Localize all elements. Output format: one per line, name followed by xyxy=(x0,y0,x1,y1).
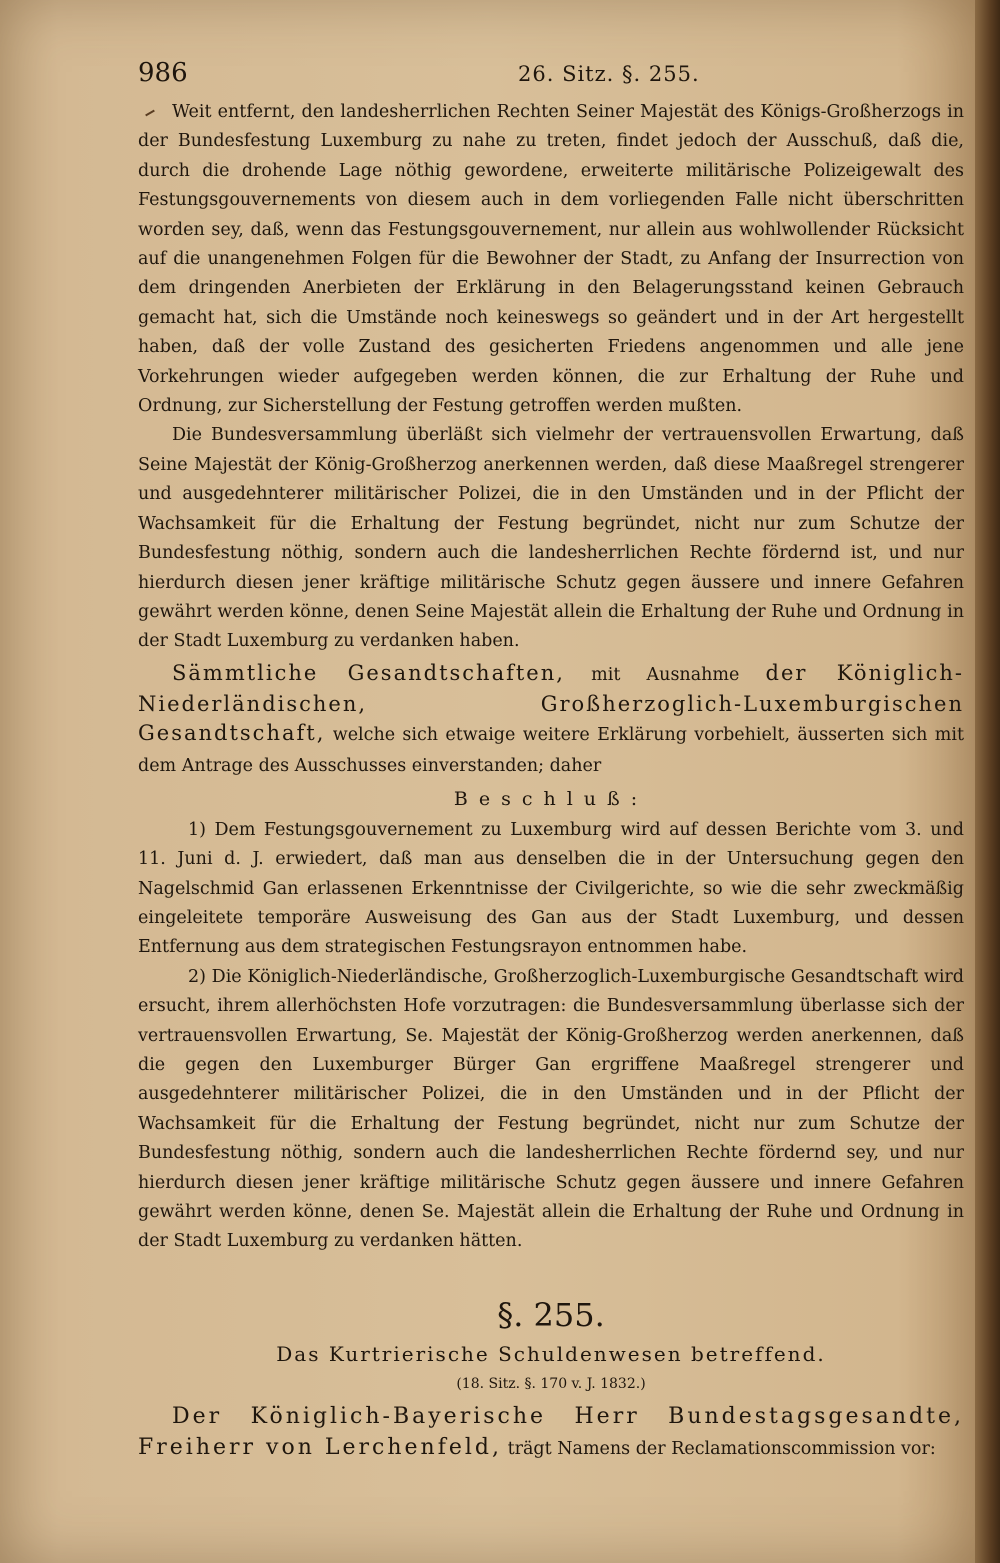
section-title: Das Kurtrierische Schuldenwesen betreffend. xyxy=(276,1341,826,1366)
motion-rest: trägt Namens der Reclamationscommission vor: xyxy=(502,1438,936,1459)
motion-paragraph xyxy=(138,1401,964,1464)
paragraph-bundesversammlung: Die Bundesversammlung überläßt sich vielmehr der vertrauensvollen Erwartung, daß Seine Majestät der König-Großherzog anerkennen werden, daß diese Maaßregel strengerer und ausgedehnterer militärischer Polizei, die in den Umständen und in der Pflicht der Wachsamkeit für die Erhaltung der Festung begründet, nicht nur zum Schutze der Bundesfestung nöthig, sondern auch die landesherrlichen Rechte fördernd ist, und nur hierdurch diesen jener kräftige militärische Schutz gegen äussere und innere Gefahren gewährt werden könne, denen Seine Majestät allein die Erhaltung der Ruhe und Ordnung in der Stadt Luxemburg zu verdanken haben. xyxy=(138,425,964,652)
paragraph-ausschuss: Weit entfernt, den landesherrlichen Rechten Seiner Majestät des Königs-Großherzogs in der Bundesfestung Luxemburg zu nahe zu treten, findet jedoch der Ausschuß, daß die, durch die drohende Lage nöthig gewordene, erweiterte militärische Polizeigewalt des Festungsgouvernements von diesem auch in dem vorliegenden Falle nicht überschritten worden sey, daß, wenn das Festungsgouvernement, nur allein aus wohlwollender Rücksicht auf die unangenehmen Folgen für die Bewohner der Stadt, zu Anfang der Insurrection von dem dringenden Anerbieten der Erklärung in den Belagerungsstand keinen Gebrauch gemacht hat, sich die Umstände noch keineswegs so geändert und in der Art hergestellt haben, daß der volle Zustand des gesicherten Friedens angenommen und alle jene Vorkehrungen wieder aufgegeben werden können, die zur Erhaltung der Ruhe und Ordnung, zur Sicherstellung der Festung getroffen werden mußten. xyxy=(138,102,964,417)
motion-lead: Der Königlich-Bayerische Herr Bundestagsgesandte, Freiherr von Lerchenfeld, xyxy=(138,1403,964,1460)
gesandtschaften-paragraph xyxy=(138,659,964,781)
resolution-item-2: 2) Die Königlich-Niederländische, Großherzoglich-Luxemburgische Gesandtschaft wird ersucht, ihrem allerhöchsten Hofe vorzutragen: die Bundesversammlung überlasse sich der vertrauensvollen Erwartung, Se. Majestät der König-Großherzog werden anerkennen, daß die gegen den Luxemburger Bürger Gan ergriffene Maaßregel strengerer und ausgedehnterer militärischer Polizei, die in den Umständen und in der Pflicht der Wachsamkeit für die Erhaltung der Festung begründet, nicht nur zum Schutze der Bundesfestung nöthig, sondern auch die landesherrlichen Rechte fördernd sey, und nur hierdurch diesen jener kräftige militärische Schutz gegen äussere und innere Gefahren gewährt werden könne, denen Se. Majestät allein die Erhaltung der Ruhe und Ordnung in der Stadt Luxemburg zu verdanken hätten. xyxy=(138,966,964,1252)
running-head: 26. Sitz. §. 255. xyxy=(518,62,700,86)
section-number: §. 255. xyxy=(497,1295,605,1334)
beschluss-heading: Beschluß: xyxy=(453,787,649,810)
section-reference: (18. Sitz. §. 170 v. J. 1832.) xyxy=(456,1375,646,1392)
resolution-item-1: 1) Dem Festungsgouvernement zu Luxemburg wird auf dessen Berichte vom 3. und 11. Juni d. J. erwiedert, daß man aus denselben die in der Untersuchung gegen den Nagelschmid Gan erlassenen Erkenntnisse der Civilgerichte, so wie die sehr zweckmäßig eingeleitete temporäre Ausweisung des Gan aus der Stadt Luxemburg, und dessen Entfernung aus dem strategischen Festungsrayon entnommen habe. xyxy=(138,819,964,958)
book-spine-edge xyxy=(975,0,1000,1563)
page-content xyxy=(138,58,964,1464)
gesandtschaften-mid: mit Ausnahme xyxy=(564,664,766,685)
gesandtschaften-rest: welche sich etwaige weitere Erklärung vorbehielt, äusserten sich mit dem Antrage des Ausschusses einverstanden; daher xyxy=(138,724,964,776)
gesandtschaften-named: der Königlich-Niederländischen, Großherzoglich-Luxemburgischen Gesandtschaft, xyxy=(138,660,964,745)
gesandtschaften-lead: Sämmtliche Gesandtschaften, xyxy=(172,660,565,685)
page-header xyxy=(138,58,964,98)
page-number: 986 xyxy=(138,58,188,88)
